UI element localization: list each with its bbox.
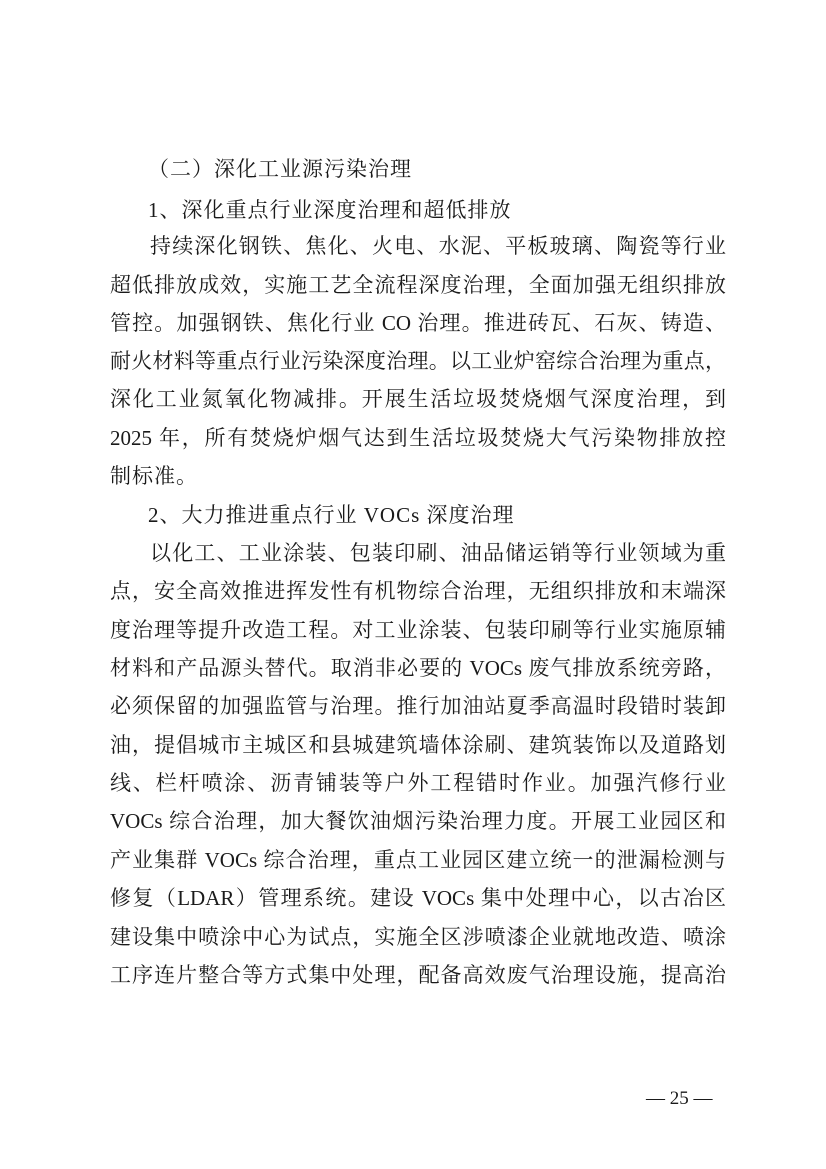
subsection-title: 2、大力推进重点行业 VOCs 深度治理	[148, 503, 515, 527]
paragraph-line: 管控。加强钢铁、焦化行业 CO 治理。推进砖瓦、石灰、铸造、	[110, 311, 726, 335]
paragraph-line: 深化工业氮氧化物减排。开展生活垃圾焚烧烟气深度治理，到	[110, 387, 726, 411]
paragraph-line: 制标准。	[110, 464, 198, 488]
paragraph-line: 度治理等提升改造工程。对工业涂装、包装印刷等行业实施原辅	[110, 618, 726, 642]
paragraph-line: 修复（LDAR）管理系统。建设 VOCs 集中处理中心，以古冶区	[110, 886, 726, 910]
paragraph-line: 线、栏杆喷涂、沥青铺装等户外工程错时作业。加强汽修行业	[110, 771, 726, 795]
page-number: — 25 —	[646, 1088, 713, 1109]
paragraph-line: 超低排放成效，实施工艺全流程深度治理，全面加强无组织排放	[110, 273, 726, 297]
paragraph-line: 产业集群 VOCs 综合治理，重点工业园区建立统一的泄漏检测与	[110, 848, 726, 872]
paragraph-line: 点，安全高效推进挥发性有机物综合治理，无组织排放和末端深	[110, 579, 726, 603]
paragraph-line: 必须保留的加强监管与治理。推行加油站夏季高温时段错时装卸	[110, 694, 726, 718]
subsection-title: 1、深化重点行业深度治理和超低排放	[148, 198, 512, 222]
paragraph-line: 2025 年，所有焚烧炉烟气达到生活垃圾焚烧大气污染物排放控	[110, 426, 726, 450]
paragraph-line: VOCs 综合治理，加大餐饮油烟污染治理力度。开展工业园区和	[110, 809, 726, 833]
paragraph-line: 油，提倡城市主城区和县城建筑墙体涂刷、建筑装饰以及道路划	[110, 733, 726, 757]
paragraph-line: 材料和产品源头替代。取消非必要的 VOCs 废气排放系统旁路，	[110, 656, 726, 680]
paragraph-line: 以化工、工业涂装、包装印刷、油品储运销等行业领域为重	[150, 541, 726, 565]
paragraph-line: 建设集中喷涂中心为试点，实施全区涉喷漆企业就地改造、喷涂	[110, 925, 726, 949]
paragraph-line: 持续深化钢铁、焦化、火电、水泥、平板玻璃、陶瓷等行业	[150, 234, 726, 258]
paragraph-line: 工序连片整合等方式集中处理，配备高效废气治理设施，提高治	[110, 963, 726, 987]
paragraph-line: 耐火材料等重点行业污染深度治理。以工业炉窑综合治理为重点，	[110, 349, 726, 373]
section-heading: （二）深化工业源污染治理	[148, 157, 412, 181]
